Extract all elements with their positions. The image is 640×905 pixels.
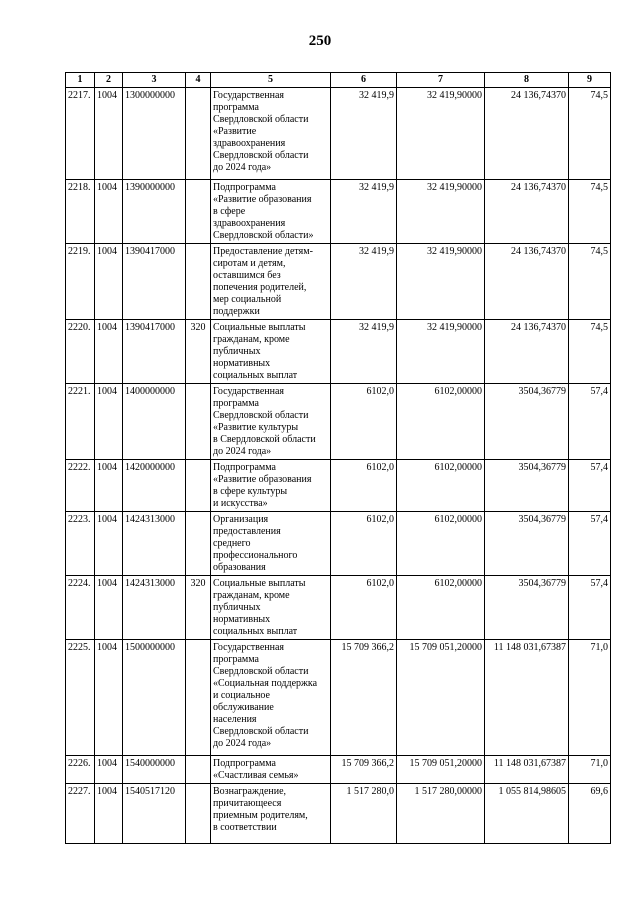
refined-amount: 32 419,90000: [397, 244, 485, 320]
expense-type-code: [186, 180, 211, 244]
expense-type-code: [186, 756, 211, 784]
item-name: [211, 512, 331, 576]
refined-amount: 1 517 280,00000: [397, 784, 485, 844]
expense-type-code: [186, 88, 211, 180]
execution-percent: 74,5: [569, 88, 611, 180]
execution-percent: 57,4: [569, 512, 611, 576]
refined-amount: 32 419,90000: [397, 320, 485, 384]
row-number: 2225.: [66, 640, 95, 756]
row-number: 2219.: [66, 244, 95, 320]
section-code: 1004: [95, 640, 123, 756]
header-col-5: 5: [211, 73, 331, 88]
item-name: [211, 576, 331, 640]
item-name: [211, 784, 331, 844]
row-number: 2220.: [66, 320, 95, 384]
execution-percent: 71,0: [569, 640, 611, 756]
row-number: 2218.: [66, 180, 95, 244]
executed-amount: 11 148 031,67387: [485, 640, 569, 756]
approved-amount: 6102,0: [331, 460, 397, 512]
item-name-text: Социальные выплаты гражданам, кроме публичных нормативных социальных выплат: [213, 322, 306, 381]
execution-percent: 57,4: [569, 460, 611, 512]
item-name: [211, 180, 331, 244]
table-row: [66, 180, 611, 244]
approved-amount: 32 419,9: [331, 88, 397, 180]
header-col-4: 4: [186, 73, 211, 88]
expense-type-code: 320: [186, 320, 211, 384]
target-article-code: 1500000000: [123, 640, 186, 756]
item-name-text: Государственная программа Свердловской области «Развитие культуры в Свердловской области до 2024 года»: [213, 386, 316, 457]
section-code: 1004: [95, 784, 123, 844]
approved-amount: 32 419,9: [331, 244, 397, 320]
executed-amount: 1 055 814,98605: [485, 784, 569, 844]
executed-amount: 24 136,74370: [485, 320, 569, 384]
approved-amount: 32 419,9: [331, 320, 397, 384]
header-col-9: 9: [569, 73, 611, 88]
header-col-8: 8: [485, 73, 569, 88]
executed-amount: 24 136,74370: [485, 180, 569, 244]
refined-amount: 6102,00000: [397, 384, 485, 460]
executed-amount: 3504,36779: [485, 576, 569, 640]
row-number: 2227.: [66, 784, 95, 844]
row-number: 2222.: [66, 460, 95, 512]
item-name: [211, 384, 331, 460]
execution-percent: 74,5: [569, 244, 611, 320]
budget-table: [65, 72, 611, 844]
table-row: [66, 756, 611, 784]
item-name-text: Вознаграждение, причитающееся приемным родителям, в соответствии: [213, 786, 308, 833]
item-name-text: Подпрограмма «Развитие образования в сфере культуры и искусства»: [213, 462, 312, 509]
item-name-text: Предоставление детям- сиротам и детям, оставшимся без попечения родителей, мер социальной поддержки: [213, 246, 313, 317]
expense-type-code: 320: [186, 576, 211, 640]
target-article-code: 1400000000: [123, 384, 186, 460]
section-code: 1004: [95, 320, 123, 384]
executed-amount: 11 148 031,67387: [485, 756, 569, 784]
refined-amount: 32 419,90000: [397, 180, 485, 244]
execution-percent: 57,4: [569, 384, 611, 460]
execution-percent: 74,5: [569, 320, 611, 384]
header-col-3: 3: [123, 73, 186, 88]
executed-amount: 3504,36779: [485, 512, 569, 576]
approved-amount: 1 517 280,0: [331, 784, 397, 844]
target-article-code: 1390417000: [123, 244, 186, 320]
section-code: 1004: [95, 756, 123, 784]
approved-amount: 6102,0: [331, 576, 397, 640]
header-col-6: 6: [331, 73, 397, 88]
execution-percent: 71,0: [569, 756, 611, 784]
section-code: 1004: [95, 576, 123, 640]
page-number: 250: [308, 33, 332, 49]
item-name: [211, 756, 331, 784]
section-code: 1004: [95, 244, 123, 320]
section-code: 1004: [95, 512, 123, 576]
approved-amount: 32 419,9: [331, 180, 397, 244]
table-header-row: [66, 73, 611, 88]
refined-amount: 32 419,90000: [397, 88, 485, 180]
execution-percent: 69,6: [569, 784, 611, 844]
item-name-text: Социальные выплаты гражданам, кроме публичных нормативных социальных выплат: [213, 578, 306, 637]
executed-amount: 3504,36779: [485, 384, 569, 460]
target-article-code: 1300000000: [123, 88, 186, 180]
expense-type-code: [186, 512, 211, 576]
target-article-code: 1424313000: [123, 512, 186, 576]
row-number: 2223.: [66, 512, 95, 576]
approved-amount: 6102,0: [331, 384, 397, 460]
refined-amount: 6102,00000: [397, 512, 485, 576]
item-name-text: Подпрограмма «Счастливая семья»: [213, 758, 299, 781]
refined-amount: 6102,00000: [397, 460, 485, 512]
item-name: [211, 640, 331, 756]
executed-amount: 3504,36779: [485, 460, 569, 512]
approved-amount: 15 709 366,2: [331, 756, 397, 784]
table-row: [66, 460, 611, 512]
item-name: [211, 460, 331, 512]
table-row: [66, 320, 611, 384]
item-name: [211, 320, 331, 384]
approved-amount: 15 709 366,2: [331, 640, 397, 756]
target-article-code: 1420000000: [123, 460, 186, 512]
row-number: 2221.: [66, 384, 95, 460]
section-code: 1004: [95, 460, 123, 512]
item-name: [211, 244, 331, 320]
table-row: [66, 576, 611, 640]
approved-amount: 6102,0: [331, 512, 397, 576]
table-row: [66, 512, 611, 576]
target-article-code: 1424313000: [123, 576, 186, 640]
section-code: 1004: [95, 180, 123, 244]
table-row: [66, 640, 611, 756]
section-code: 1004: [95, 384, 123, 460]
executed-amount: 24 136,74370: [485, 88, 569, 180]
header-col-7: 7: [397, 73, 485, 88]
table-row: [66, 784, 611, 844]
header-col-2: 2: [95, 73, 123, 88]
execution-percent: 57,4: [569, 576, 611, 640]
target-article-code: 1390417000: [123, 320, 186, 384]
target-article-code: 1540517120: [123, 784, 186, 844]
refined-amount: 15 709 051,20000: [397, 640, 485, 756]
expense-type-code: [186, 460, 211, 512]
item-name-text: Государственная программа Свердловской области «Социальная поддержка и социальное обслуживание населения Свердловской области до 2024 года»: [213, 642, 318, 749]
expense-type-code: [186, 244, 211, 320]
expense-type-code: [186, 640, 211, 756]
table-row: [66, 384, 611, 460]
executed-amount: 24 136,74370: [485, 244, 569, 320]
row-number: 2224.: [66, 576, 95, 640]
refined-amount: 6102,00000: [397, 576, 485, 640]
expense-type-code: [186, 384, 211, 460]
header-col-1: 1: [66, 73, 95, 88]
section-code: 1004: [95, 88, 123, 180]
item-name-text: Подпрограмма «Развитие образования в сфере здравоохранения Свердловской области»: [213, 182, 314, 241]
expense-type-code: [186, 784, 211, 844]
execution-percent: 74,5: [569, 180, 611, 244]
row-number: 2217.: [66, 88, 95, 180]
refined-amount: 15 709 051,20000: [397, 756, 485, 784]
item-name-text: Государственная программа Свердловской области «Развитие здравоохранения Свердловской области до 2024 года»: [213, 90, 309, 173]
item-name: [211, 88, 331, 180]
target-article-code: 1540000000: [123, 756, 186, 784]
item-name-text: Организация предоставления среднего профессионального образования: [213, 514, 298, 573]
table-row: [66, 88, 611, 180]
row-number: 2226.: [66, 756, 95, 784]
table-row: [66, 244, 611, 320]
target-article-code: 1390000000: [123, 180, 186, 244]
